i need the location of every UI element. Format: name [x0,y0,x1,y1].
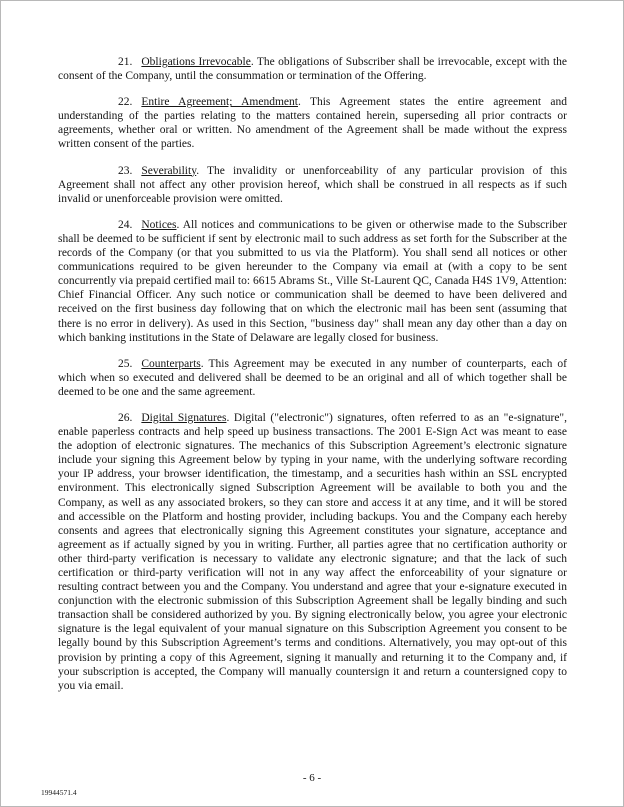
section-paragraph [58,357,567,399]
section-paragraph [58,411,567,693]
section-heading: Obligations Irrevocable [141,56,251,68]
heading-separator: . [250,56,257,68]
section-body: This Agreement states the entire agreement and understanding of the parties relating to the matters contained herein, superseding all prior contracts or agreements, whether oral or written. No amendment of the Agreement shall be made without the express written consent of the parties. [58,96,567,151]
section-number: 24. [118,218,133,231]
section-heading: Digital Signatures [141,411,227,424]
section-number: 21. [118,56,133,68]
section-number: 23. [118,164,133,177]
section-body: All notices and communications to be given or otherwise made to the Subscriber shall be deemed to be sufficient if sent by electronic mail to such address as set forth for the Subscriber at the records of the Company (or that you submitted to us via the Platform). You shall send all notices or other communications required to be given hereunder to the Company via email at (with a copy to be sent concurrently via prepaid certified mail to: 6615 Abrams St., Ville St-Laurent QC, Canada H4S 1V9, Attention: Chief Financial Officer. Any such notice or communication shall be deemed to have been delivered and received on the first business day following that on which the electronic mail has been sent (assuming that there is no error in delivery). As used in this Section, "business day" shall mean any day other than a day on which banking institutions in the State of Delaware are legally closed for business. [58,218,567,344]
section-number: 25. [118,357,133,370]
section-heading: Counterparts [141,357,201,370]
section-body: The invalidity or unenforceability of any particular provision of this Agreement shall not affect any other provision hereof, which shall be construed in all respects as if such invalid or unenforceable provision were omitted. [58,164,568,205]
footer-page-number: - 6 - [302,772,322,784]
section-paragraph [58,55,567,83]
heading-separator: . [226,411,234,424]
heading-separator: . [200,357,209,370]
section-paragraph [58,95,567,151]
section-body: The obligations of Subscriber shall be irrevocable, except with the consent of the Company, until the consummation or termination of the Offering. [58,56,568,83]
section-number: 22. [118,96,133,109]
section-heading: Entire Agreement; Amendment [141,96,298,109]
section-paragraph [58,164,567,206]
section-heading: Severability [141,164,197,177]
heading-separator: . [196,164,208,177]
section-heading: Notices [141,218,177,231]
heading-separator: . [176,218,183,231]
page-content [58,55,567,693]
section-body: Digital ("electronic") signatures, often referred to as an "e-signature", enable paperless contracts and help speed up business transactions. The 2001 E-Sign Act was meant to ease the adoption of electronic signatures. The mechanics of this Subscription Agreement’s electronic signature include your signing this Agreement below by typing in your name, with the underlying software recording your IP address, your browser identification, the timestamp, and a securities hash within an SSL encrypted environment. This electronically signed Subscription Agreement will be available to both you and the Company, as well as any associated brokers, so they can store and access it at any time, and it will be stored and accessible on the Platform and hosting provider, including backups. You and the Company each hereby consents and agrees that electronically signing this Agreement constitutes your signature, acceptance and agreement as if actually signed by you in writing. Further, all parties agree that no certification authority or other third-party verification is necessary to validate any electronic signature; and that the lack of such certification or third-party verification will not in any way affect the enforceability of your signature or resulting contract between you and the Company. You understand and agree that your e-signature executed in conjunction with the electronic submission of this Subscription Agreement shall be legally binding and such transaction shall be considered authorized by you. By signing electronically below, you agree your electronic signature is the legal equivalent of your manual signature on this Subscription Agreement you consent to be legally bound by this Subscription Agreement’s terms and conditions. Alternatively, you may opt-out of this provision by printing a copy of this Agreement, signing it manually and returning it to the Company and, if your subscription is accepted, the Company will manually countersign it and return a countersigned copy to you via email. [58,411,567,692]
section-body: This Agreement may be executed in any number of counterparts, each of which when so executed and delivered shall be deemed to be an original and all of which together shall be deemed to be one and the same agreement. [58,357,567,398]
heading-separator: . [297,96,310,109]
section-paragraph [58,218,567,345]
section-number: 26. [118,411,133,424]
footer-doc-number: 19944571.4 [41,788,77,797]
